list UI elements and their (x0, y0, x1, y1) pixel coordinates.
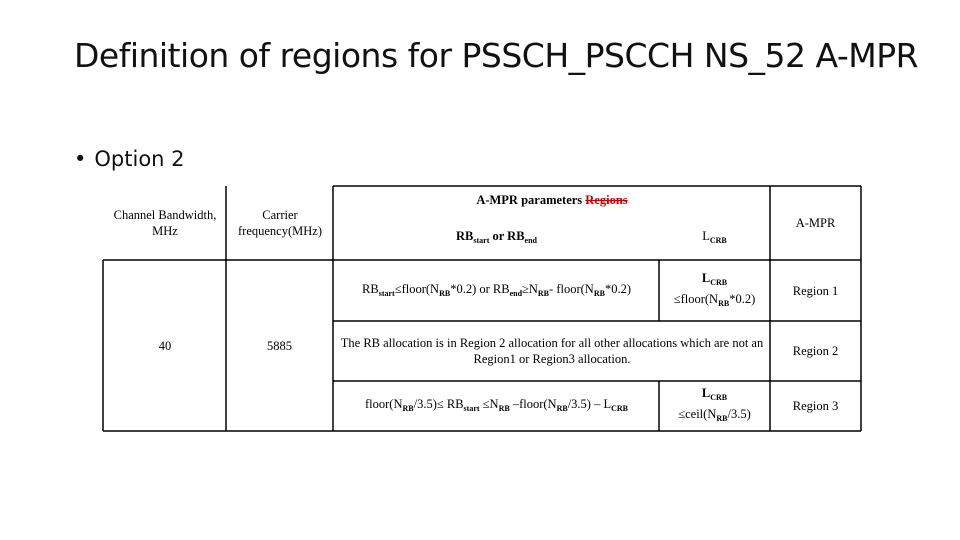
bullet-marker: • (74, 147, 87, 171)
table-row-region3-label: Region 3 (792, 399, 839, 413)
header-channel-bandwidth: Channel Bandwidth, MHz (113, 208, 217, 238)
channel-bandwidth-value: 40 (158, 339, 172, 353)
table-row-region3-lcrb: $L_{CRB}$ $\le ceil(N_{RB}/3.5)$ (678, 386, 751, 423)
table-row-region2-description: The RB allocation is in Region 2 allocation for all other allocations which are not an Region1 or Region3 allocation. (340, 336, 764, 366)
table-row-region2-label: Region 2 (792, 344, 839, 358)
header-lcrb: $L_{CRB}$ (702, 228, 727, 245)
header-ampr: A-MPR (795, 216, 836, 230)
header-rb-range: $RB_{start}$ or $RB_{end}$ (455, 228, 537, 245)
table-row-region3-rb-range: $floor(N_{RB}/3.5)\le RB_{start} \le N_{RB}$ $-floor(N_{RB}/3.5) - L_{CRB}$ (365, 396, 628, 413)
header-regions-struck: Regions (585, 193, 628, 207)
table-row-region1-label: Region 1 (792, 284, 839, 298)
slide-title: Definition of regions for PSSCH_PSCCH NS_52 A-MPR (74, 36, 919, 75)
table-row-region1-lcrb: $L_{CRB}$ $\le floor(N_{RB}*0.2)$ (673, 271, 756, 308)
carrier-frequency-value: 5885 (267, 339, 292, 353)
header-ampr-parameters: A-MPR parameters Regions (476, 193, 628, 207)
header-carrier-frequency: Carrier frequency(MHz) (238, 208, 322, 238)
table-row-region1-rb-range: $RB_{start}\le floor(N_{RB}*0.2)$ or $RB_{end}\ge N_{RB}-$ $floor(N_{RB}*0.2)$ (362, 281, 631, 298)
bullet-text: Option 2 (94, 147, 185, 171)
